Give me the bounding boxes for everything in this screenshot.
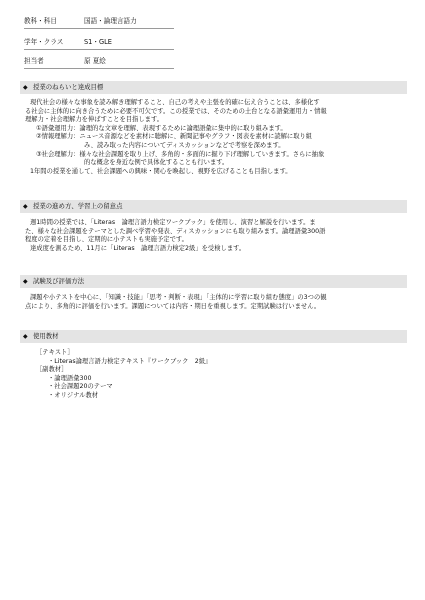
goals-line: み、読み取った内容についてディスカッションなどで考察を深めます。 — [84, 142, 285, 149]
diamond-icon: ◆ — [23, 333, 28, 340]
teacher-value: 原 夏絵 — [84, 57, 106, 65]
divider — [24, 28, 174, 29]
goals-line: る社会に主体的に向き合うために必要不可欠です。この授業では、そのための土台となる語彙運用力・情報 — [25, 107, 327, 115]
materials-line: ・Literas論理言語力検定テキスト『ワークブック 2級』 — [48, 357, 212, 365]
method-line: 程度の定着を目指し、定期的に小テストも実施予定です。 — [25, 236, 188, 244]
section-title-goals: 授業のねらいと達成目標 — [33, 83, 104, 91]
materials-line: ・オリジナル教材 — [48, 392, 99, 399]
section-header-method — [20, 200, 407, 213]
evaluation-line: 課題や小テストを中心に、「知識・技能」「思考・判断・表現」「主体的に学習に取り組む態度」の3つの観 — [30, 294, 327, 301]
goals-line: 1年間の授業を通して、社会課題への興味・関心を喚起し、視野を広げることも目指します。 — [30, 167, 292, 175]
goals-line: 理解力・社会理解力を伸ばすことを目指します。 — [25, 116, 164, 124]
goals-line: 的な概念を身近な例で具体化することも行います。 — [84, 159, 229, 167]
divider — [24, 68, 174, 69]
class-value: S1・GLE — [84, 38, 112, 46]
section-title-evaluation: 試験及び評価方法 — [33, 277, 85, 285]
method-line: 週1時間の授業では、「Literas 論理言語力検定ワークブック」を使用し、演習と解説を行います。ま — [30, 219, 316, 226]
materials-line: ［テキスト］ — [36, 349, 74, 356]
section-header-materials — [20, 330, 407, 343]
section-title-materials: 使用教材 — [33, 332, 59, 340]
materials-line: ［副教材］ — [36, 366, 68, 374]
method-line: 達成度を測るため、11月に「Literas 論理言語力検定2級」を受検します。 — [30, 244, 246, 252]
teacher-label: 担当者 — [24, 57, 44, 65]
divider — [24, 49, 174, 50]
subject-label: 教科・科目 — [24, 17, 57, 25]
diamond-icon: ◆ — [23, 84, 28, 91]
section-header-goals — [20, 81, 407, 94]
materials-line: ・論理語彙300 — [48, 374, 92, 382]
goals-line: ②情報理解力：ニュース音源などを素材に聴解に、新聞記事やグラフ・図表を素材に読解に取り組 — [36, 133, 313, 141]
goals-line: ①語彙運用力：論理的な文章を理解、表現するために論理語彙に集中的に取り組みます。 — [36, 124, 287, 132]
section-header-evaluation — [20, 275, 407, 288]
section-title-method: 授業の進め方、学習上の留意点 — [33, 202, 123, 210]
subject-value: 国語・論理言語力 — [84, 17, 137, 25]
evaluation-line: 点により、多角的に評価を行います。課題については内容・期日を重視します。定期試験は行いません。 — [25, 302, 321, 310]
materials-line: ・社会課題20のテーマ — [48, 383, 113, 391]
diamond-icon: ◆ — [23, 203, 28, 210]
method-line: た、様々な社会課題をテーマとした調べ学習や発表、ディスカッションにも取り組みます。論理語彙300語 — [25, 227, 326, 235]
goals-line: 現代社会の様々な事象を読み解き理解すること、自己の考えや主張を的確に伝え合うことは、多様化す — [30, 99, 320, 106]
class-label: 学年・クラス — [24, 38, 64, 46]
goals-line: ③社会理解力：様々な社会課題を取り上げ、多角的・多面的に掘り下げ理解していきます。さらに抽象 — [36, 150, 325, 158]
diamond-icon: ◆ — [23, 278, 28, 285]
